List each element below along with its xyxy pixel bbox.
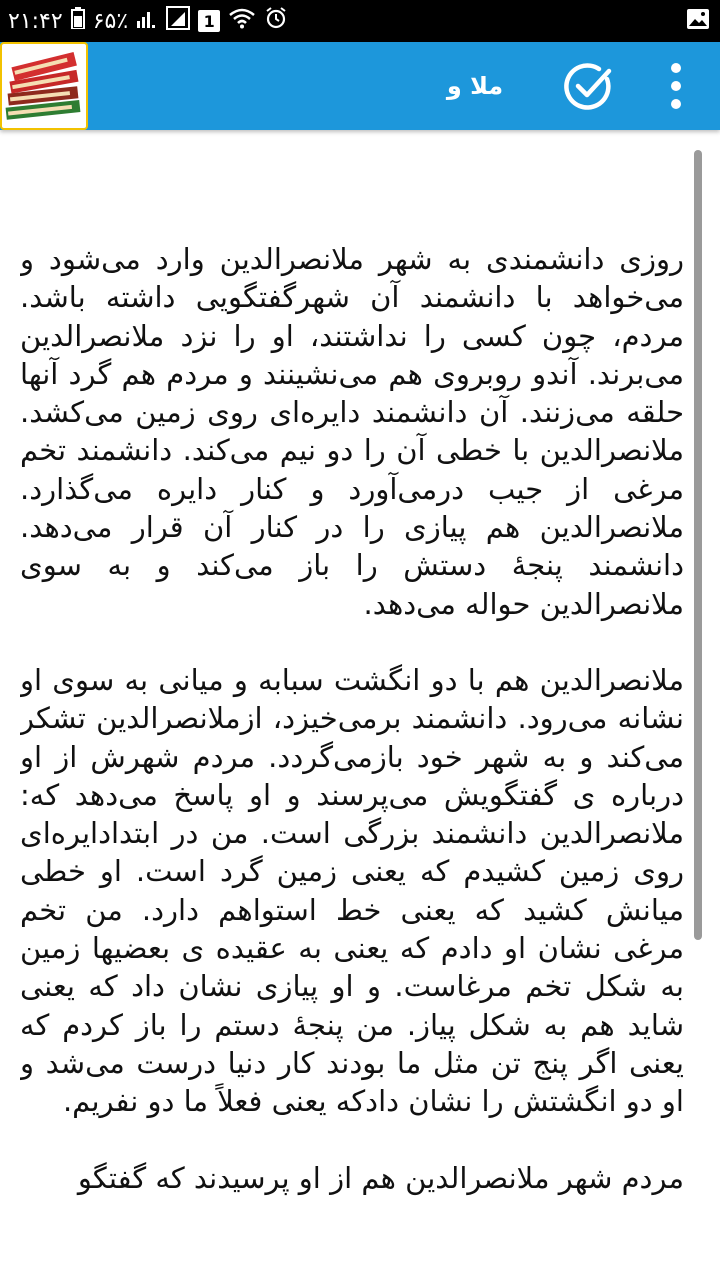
more-vert-icon (656, 62, 696, 110)
signal-icon (136, 7, 158, 35)
status-bar (0, 0, 720, 42)
sim-slot-number: 1 (203, 11, 215, 31)
article-body (20, 240, 684, 1280)
battery-icon (71, 7, 85, 35)
article-paragraph-2: ملانصرالدین هم با دو انگشت سبابه و میانی به سوی او نشانه می‌رود. دانشمند برمی‌خیزد، ازملانصرالدین تشکر می‌کند و به شهر خود بازمی‌گردد. مردم شهرش از او درباره ی گفتگویش می‌پرسند و او پاسخ می‌دهد که: ملانصرالدین دانشمند بزرگی است. من در ابتدادایره‌ای روی زمین کشیدم که یعنی زمین گرد است. او خطی میانش کشید که یعنی خط استواهم دارد. من تخم مرغی نشان او دادم که یعنی به عقیده ی بعضیها زمین به شکل تخم مرغاست. و او پیازی نشان داد که یعنی شاید هم به شکل پیاز. من پنجهٔ دستم را باز کردم که یعنی اگر پنج تن مثل ما بودند کار دنیا درست می‌شد و او دو انگشتش را نشان دادکه یعنی فعلاً ما دو نفریم. (20, 662, 684, 1119)
wifi-icon (228, 7, 256, 35)
alarm-icon (264, 6, 288, 36)
overflow-menu-button[interactable] (656, 62, 696, 110)
status-left-group (8, 0, 288, 42)
battery-percent: ۶۵٪ (92, 8, 129, 34)
check-button[interactable] (563, 61, 615, 113)
article-paragraph-1: روزی دانشمندی به شهر ملانصرالدین وارد می‌شود و می‌خواهد با دانشمند آن شهرگفتگویی داشته باشد. مردم، چون کسی را نداشتند، او را نزد ملانصرالدین می‌برند. آندو روبروی هم می‌نشینند و مردم هم گرد آنها حلقه می‌زنند. آن دانشمند دایره‌ای روی زمین می‌کشد. ملانصرالدین با خطی آن را دو نیم می‌کند. دانشمند تخم مرغی از جیب درمی‌آورد و کنار دایره می‌گذارد. ملانصرالدین هم پیازی را در کنار آن قرار می‌دهد. دانشمند پنجهٔ دستش را باز می‌کند و به سوی ملانصرالدین حواله می‌دهد. (20, 242, 684, 621)
scrollbar-thumb[interactable] (694, 150, 702, 940)
signal-box-icon (166, 6, 190, 36)
check-circle-icon (563, 61, 615, 113)
app-bar (0, 42, 720, 188)
page-title: ملا و دانشمند (428, 72, 522, 188)
gallery-notification-icon (686, 8, 710, 34)
status-right-group (686, 0, 710, 42)
article-paragraph-3: مردم شهر ملانصرالدین هم از او پرسیدند که گفتگو (77, 1160, 684, 1195)
status-time: ۲۱:۴۲ (8, 8, 63, 34)
books-icon (0, 42, 88, 130)
sim-slot-icon (198, 10, 220, 32)
